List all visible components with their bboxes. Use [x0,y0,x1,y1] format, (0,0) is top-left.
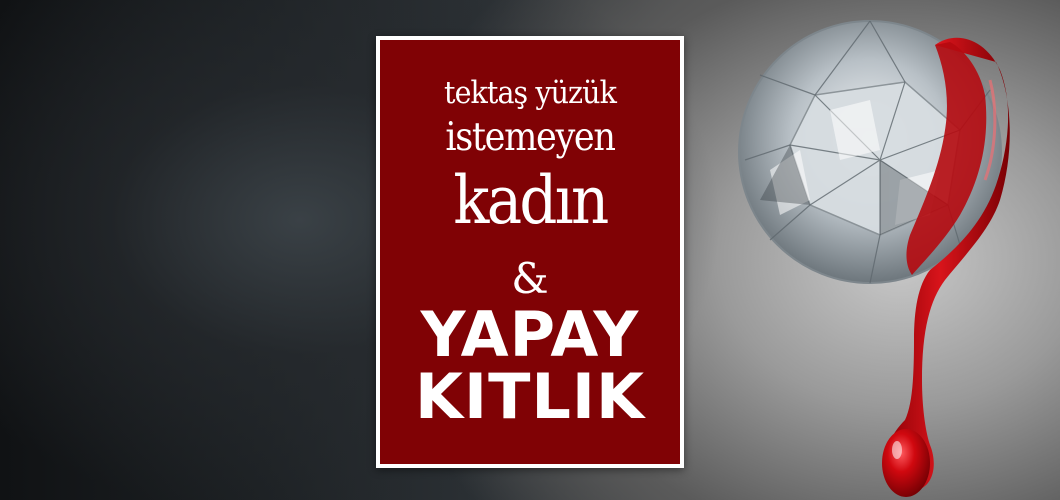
diamond-blood-illustration [720,0,1060,500]
headline-line-1: tektaş yüzük [444,75,616,111]
title-poster [376,36,684,468]
headline-line-5: YAPAY [420,298,640,371]
headline-line-6: KITLIK [414,360,646,433]
headline-ampersand: & [511,254,549,303]
headline-line-3: kadın [453,162,607,239]
headline-line-2: istemeyen [445,115,615,160]
